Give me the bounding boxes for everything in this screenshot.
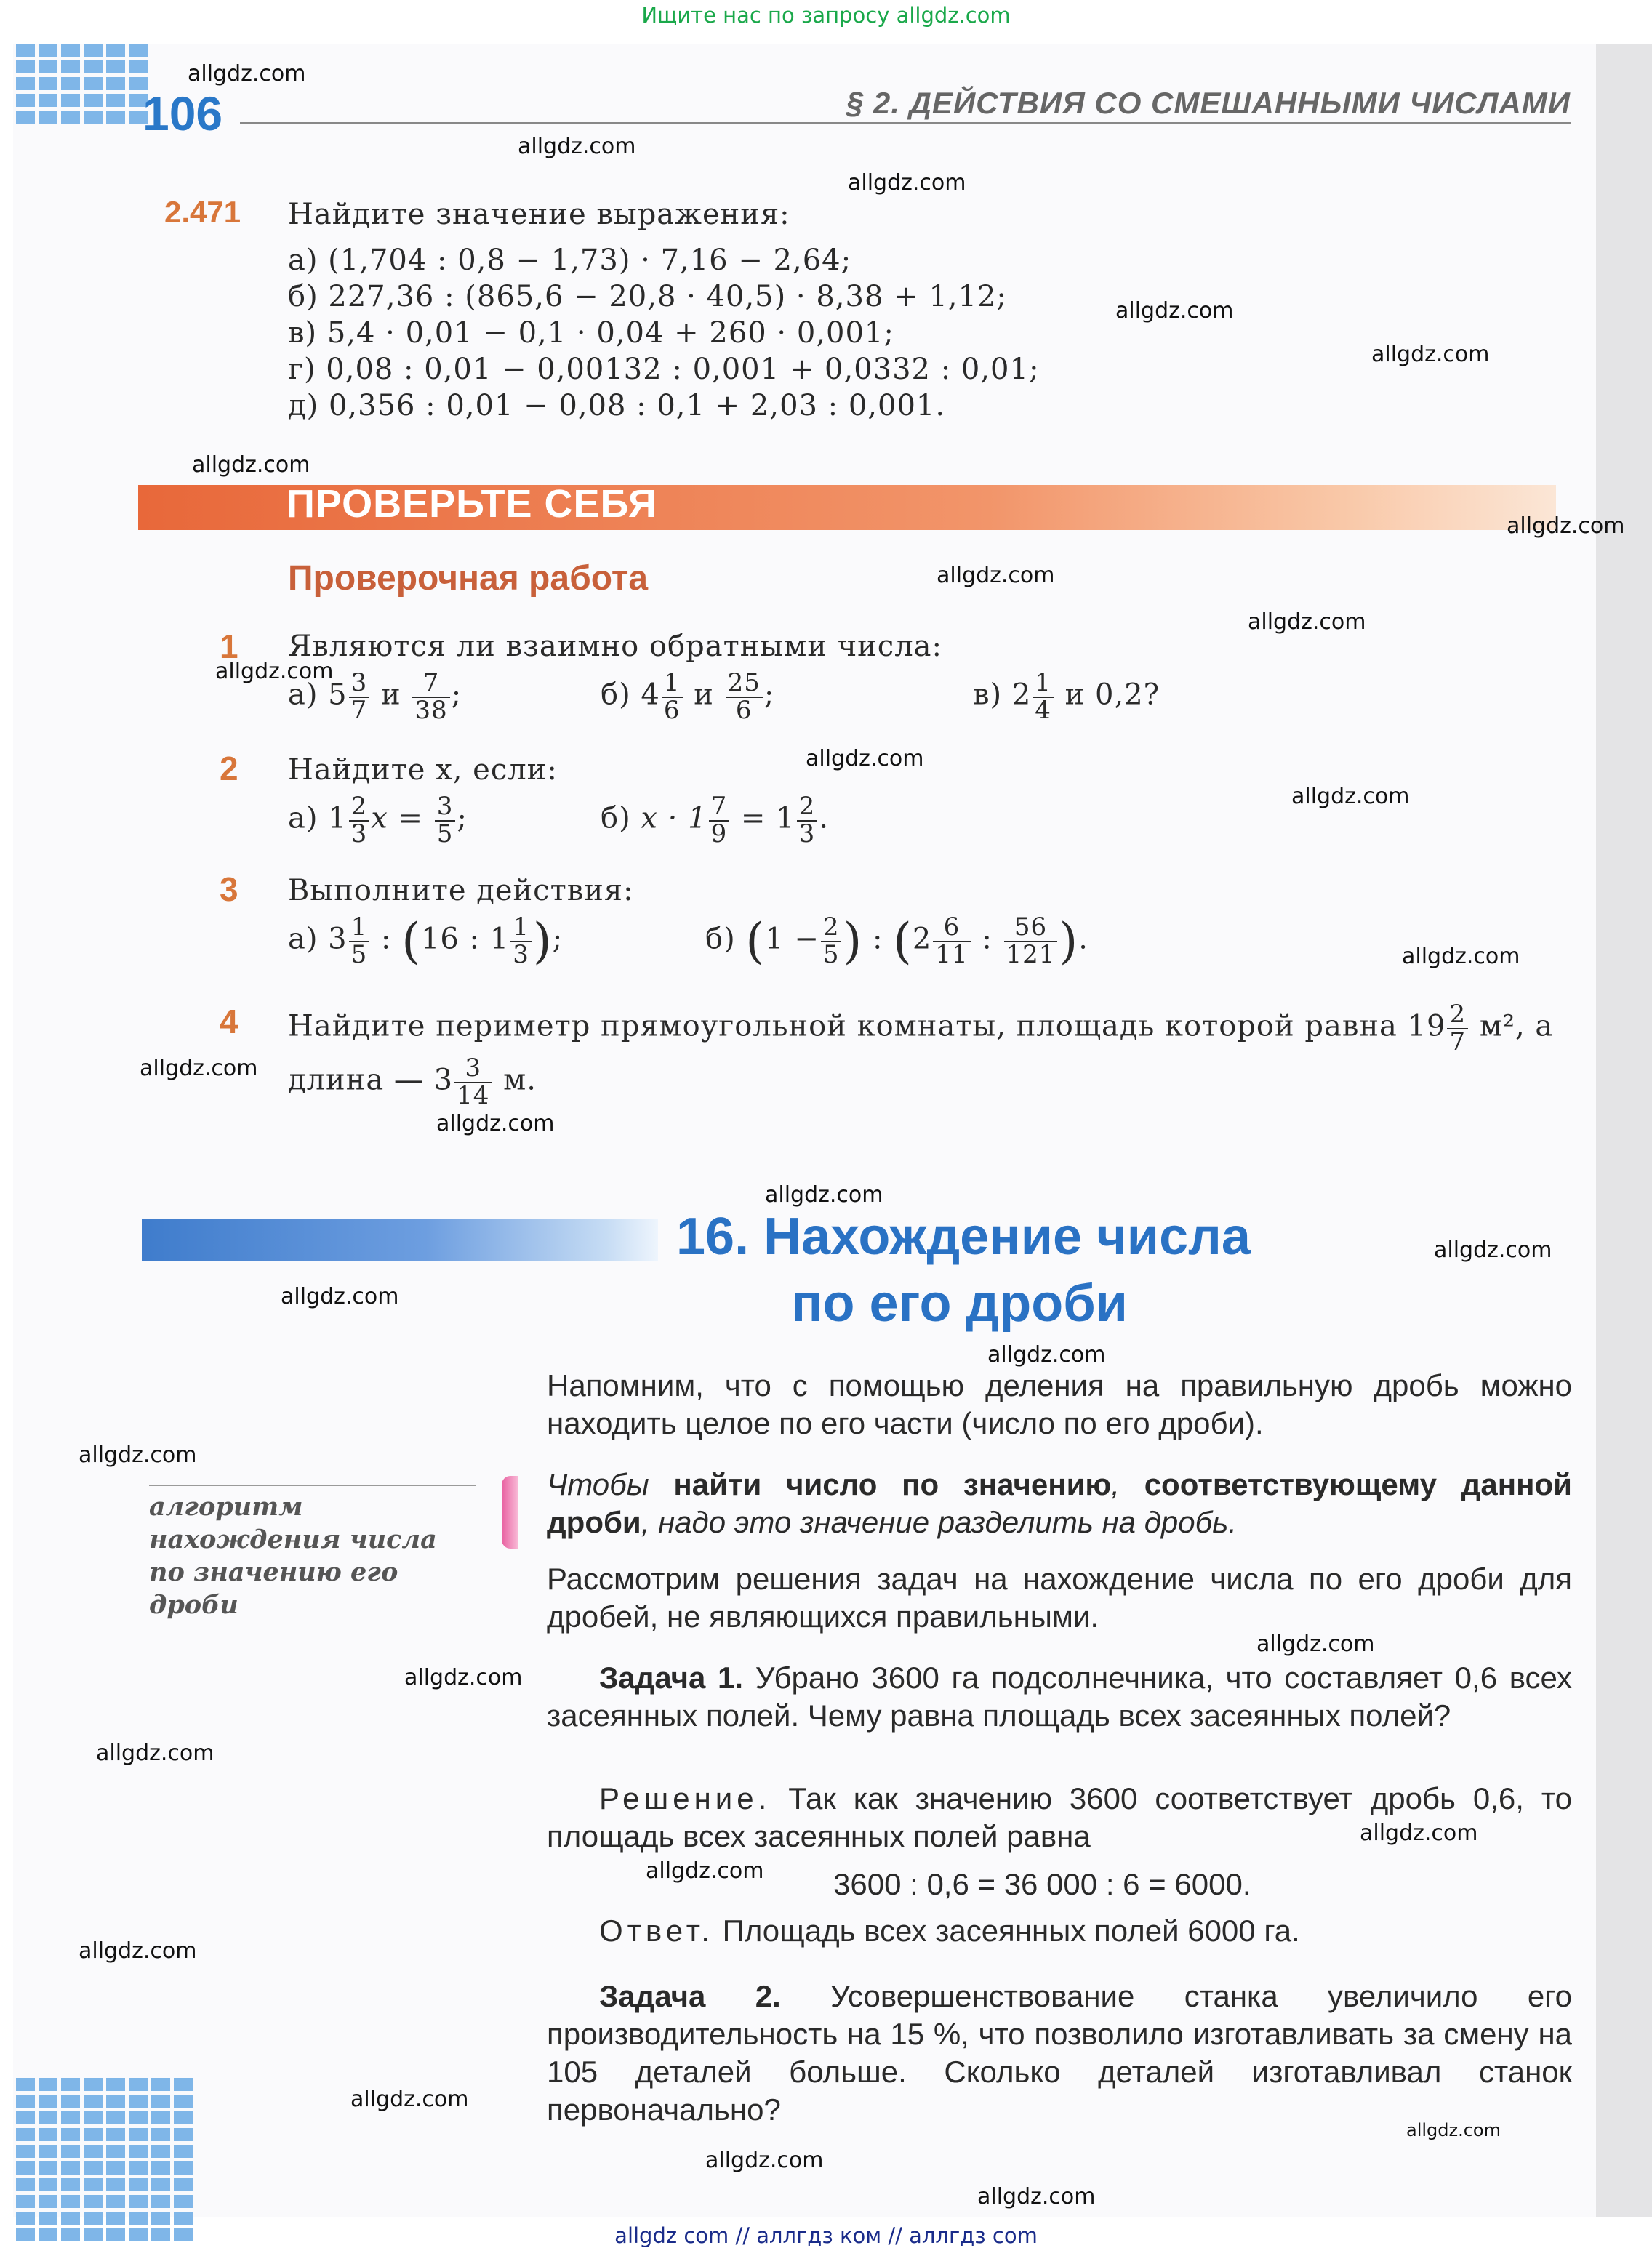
top-watermark: Ищите нас по запросу allgdz.com xyxy=(641,3,1011,28)
question-text: Являются ли взаимно обратными числа: xyxy=(288,630,942,663)
task-2-paragraph: Задача 2. Усовершенствование станка увеличило его производительность на 15 %, что позволило изготавливать за смену на 105 деталей больше. Сколько деталей изготавливал станок первоначально? xyxy=(547,1979,1572,2127)
exercise-item: д) 0,356 : 0,01 − 0,08 : 0,1 + 2,03 : 0,001. xyxy=(288,389,946,422)
watermark: allgdz.com xyxy=(765,1182,883,1208)
rule-marker xyxy=(502,1476,518,1549)
fraction: $\frac{7}{9}$ xyxy=(709,794,730,847)
question-1-option-b: б) 4 $\frac{1}{6}$ и $\frac{25}{6}$ ; xyxy=(601,668,775,725)
fraction: $\frac{1}{4}$ xyxy=(1032,670,1054,723)
watermark: allgdz.com xyxy=(977,2184,1096,2209)
watermark: allgdz.com xyxy=(1402,944,1520,969)
task-1-paragraph: Задача 1. Убрано 3600 га подсолнечника, что составляет 0,6 всех засеянных полей. Чему равна площадь всех засеянных полей? xyxy=(547,1661,1572,1733)
watermark: allgdz.com xyxy=(188,61,306,87)
solution-formula: 3600 : 0,6 = 36 000 : 6 = 6000. xyxy=(833,1867,1251,1901)
watermark: allgdz.com xyxy=(215,659,334,684)
question-text: Найдите x, если: xyxy=(288,753,558,787)
exercise-prompt: Найдите значение выражения: xyxy=(288,198,790,231)
watermark: allgdz.com xyxy=(848,170,966,196)
watermark: allgdz.com xyxy=(1507,513,1625,539)
watermark: allgdz.com xyxy=(1434,1237,1552,1263)
header-rule xyxy=(240,122,1571,124)
question-number: 4 xyxy=(220,1003,238,1040)
fraction: $\frac{1}{3}$ xyxy=(510,915,532,968)
watermark: allgdz.com xyxy=(646,1858,764,1884)
question-number: 1 xyxy=(220,627,238,665)
watermark: allgdz.com xyxy=(1248,609,1366,635)
rule-paragraph: Чтобы найти число по значению, соответствующему данной дроби, надо это значение разделить на дробь. xyxy=(547,1467,1572,1539)
exercise-item: б) 227,36 : (865,6 − 20,8 · 40,5) · 8,38 + 1,12; xyxy=(288,280,1007,313)
watermark: allgdz.com xyxy=(705,2148,824,2173)
question-1-option-c: в) 2 $\frac{1}{4}$ и 0,2? xyxy=(973,668,1160,725)
chapter-title: § 2. ДЕЙСТВИЯ СО СМЕШАННЫМИ ЧИСЛАМИ xyxy=(846,86,1571,120)
intro-paragraph: Напомним, что с помощью деления на правильную дробь можно находить целое по его части (число по его дроби). xyxy=(547,1368,1572,1440)
watermark: allgdz.com xyxy=(281,1284,399,1309)
watermark: allgdz.com xyxy=(806,746,924,771)
watermark: allgdz.com xyxy=(937,563,1055,588)
watermark: allgdz.com xyxy=(140,1056,258,1081)
page-number: 106 xyxy=(143,87,223,140)
check-banner-title: ПРОВЕРЬТЕ СЕБЯ xyxy=(286,482,657,526)
solution-paragraph: Решение. Так как значению 3600 соответствует дробь 0,6, то площадь всех засеянных полей равна xyxy=(547,1781,1572,1853)
watermark: allgdz.com xyxy=(79,1938,197,1964)
question-text: Выполните действия: xyxy=(288,874,634,907)
page-edge xyxy=(1596,44,1652,2217)
section-title-line1: 16. Нахождение числа xyxy=(676,1208,1251,1266)
question-3-option-b: б) (1 − $\frac{2}{5}$ ) : (2 $\frac{6}{11}$ : $\frac{56}{121}$ ). xyxy=(705,912,1088,969)
test-subtitle: Проверочная работа xyxy=(288,559,649,598)
watermark: allgdz.com xyxy=(79,1442,197,1468)
watermark: allgdz.com xyxy=(1371,342,1490,367)
exercise-item: г) 0,08 : 0,01 − 0,00132 : 0,001 + 0,0332 : 0,01; xyxy=(288,353,1040,386)
watermark: allgdz.com xyxy=(96,1741,214,1766)
watermark: allgdz.com xyxy=(1406,2120,1501,2140)
answer-paragraph: Ответ. Площадь всех засеянных полей 6000 га. xyxy=(599,1914,1300,1948)
fraction: $\frac{25}{6}$ xyxy=(726,670,763,723)
watermark: allgdz.com xyxy=(404,1665,523,1690)
fraction: $\frac{7}{38}$ xyxy=(412,670,449,723)
watermark: allgdz.com xyxy=(987,1342,1106,1368)
watermark: allgdz.com xyxy=(1115,298,1234,324)
fraction: $\frac{1}{6}$ xyxy=(662,670,683,723)
question-4-line2: длина — 3 $\frac{3}{14}$ м. xyxy=(288,1053,537,1110)
exercise-item: в) 5,4 · 0,01 − 0,1 · 0,04 + 260 · 0,001; xyxy=(288,316,894,350)
fraction: $\frac{1}{5}$ xyxy=(349,915,370,968)
watermark: allgdz.com xyxy=(1256,1631,1375,1657)
fraction: $\frac{56}{121}$ xyxy=(1004,915,1058,968)
consider-paragraph: Рассмотрим решения задач на нахождение числа по его дроби для дробей, не являющихся правильными. xyxy=(547,1562,1572,1634)
fraction: $\frac{2}{3}$ xyxy=(349,794,370,847)
fraction: $\frac{2}{3}$ xyxy=(797,794,818,847)
fraction: $\frac{3}{5}$ xyxy=(435,794,456,847)
exercise-number: 2.471 xyxy=(164,195,241,229)
watermark: allgdz.com xyxy=(1360,1821,1478,1846)
question-number: 2 xyxy=(220,750,238,787)
watermark: allgdz.com xyxy=(436,1111,555,1136)
question-2-option-b: б) x · 1 $\frac{7}{9}$ = 1 $\frac{2}{3}$ . xyxy=(601,792,829,848)
fraction: $\frac{2}{5}$ xyxy=(821,915,842,968)
bottom-watermark: allgdz com // аллгдз ком // аллгдз com xyxy=(614,2223,1038,2248)
question-number: 3 xyxy=(220,870,238,908)
section-heading-band xyxy=(142,1219,658,1261)
top-corner-decoration xyxy=(16,44,148,124)
question-3-option-a: а) 3 $\frac{1}{5}$ : (16 : 1 $\frac{1}{3}$ ); xyxy=(288,912,564,969)
fraction: $\frac{2}{7}$ xyxy=(1447,1002,1468,1055)
fraction: $\frac{3}{14}$ xyxy=(454,1056,492,1109)
question-1-options: а) 5 $\frac{3}{7}$ и $\frac{7}{38}$ ; xyxy=(288,668,462,725)
watermark: allgdz.com xyxy=(518,134,636,159)
section-title-line2: по его дроби xyxy=(791,1274,1128,1333)
question-4-line1: Найдите периметр прямоугольной комнаты, площадь которой равна 19 $\frac{2}{7}$ м², а xyxy=(288,1000,1554,1056)
watermark: allgdz.com xyxy=(1291,784,1410,809)
question-2-option-a: а) 1 $\frac{2}{3}$ x = $\frac{3}{5}$ ; xyxy=(288,792,468,848)
watermark: allgdz.com xyxy=(350,2087,469,2112)
fraction: $\frac{3}{7}$ xyxy=(349,670,370,723)
exercise-item: а) (1,704 : 0,8 − 1,73) · 7,16 − 2,64; xyxy=(288,244,852,277)
bottom-corner-decoration xyxy=(16,2078,193,2241)
margin-note: алгоритм нахождения числа по значению его дроби xyxy=(149,1485,476,1621)
watermark: allgdz.com xyxy=(192,452,310,478)
fraction: $\frac{6}{11}$ xyxy=(933,915,970,968)
